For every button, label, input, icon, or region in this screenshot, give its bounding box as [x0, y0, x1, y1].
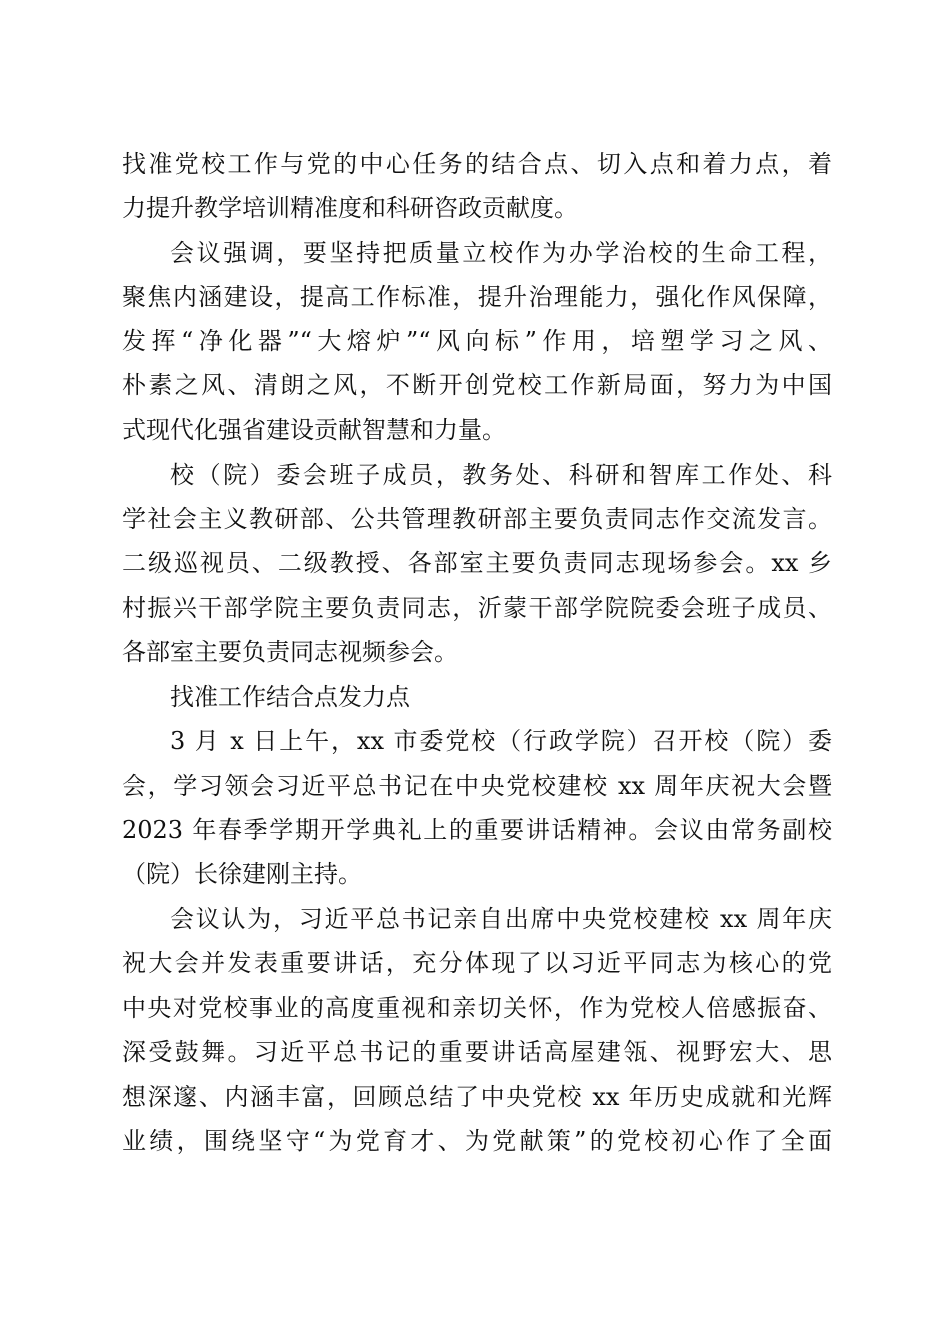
text-line: 想深邃、内涵丰富，回顾总结了中央党校 xx 年历史成就和光辉 — [122, 1083, 832, 1111]
text-line: 业绩，围绕坚守“为党育才、为党献策”的党校初心作了全面 — [122, 1127, 832, 1155]
text-line: 式现代化强省建设贡献智慧和力量。 — [122, 416, 506, 444]
text-line: 发挥“净化器”“大熔炉”“风向标”作用，培塑学习之风、 — [122, 327, 832, 355]
text-line: 2023 年春季学期开学典礼上的重要讲话精神。会议由常务副校 — [122, 816, 832, 844]
paragraph-first-line: 会议强调，要坚持把质量立校作为办学治校的生命工程， — [170, 239, 832, 267]
text-line: 找准党校工作与党的中心任务的结合点、切入点和着力点，着 — [122, 150, 832, 178]
paragraph-first-line: 3 月 x 日上午，xx 市委党校（行政学院）召开校（院）委 — [170, 727, 832, 755]
text-line: 聚焦内涵建设，提高工作标准，提升治理能力，强化作风保障， — [122, 283, 832, 311]
text-line: 深受鼓舞。习近平总书记的重要讲话高屋建瓴、视野宏大、思 — [122, 1038, 832, 1066]
text-line: 中央对党校事业的高度重视和亲切关怀，作为党校人倍感振奋、 — [122, 994, 832, 1022]
text-line: 各部室主要负责同志视频参会。 — [122, 638, 458, 666]
paragraph-first-line: 校（院）委会班子成员，教务处、科研和智库工作处、科 — [170, 461, 832, 489]
text-line: 力提升教学培训精准度和科研咨政贡献度。 — [122, 194, 578, 222]
text-line: 会，学习领会习近平总书记在中央党校建校 xx 周年庆祝大会暨 — [122, 772, 832, 800]
text-line: 学社会主义教研部、公共管理教研部主要负责同志作交流发言。 — [122, 505, 832, 533]
text-line: 二级巡视员、二级教授、各部室主要负责同志现场参会。xx 乡 — [122, 549, 832, 577]
text-line: 朴素之风、清朗之风，不断开创党校工作新局面，努力为中国 — [122, 371, 832, 399]
paragraph-first-line: 会议认为，习近平总书记亲自出席中央党校建校 xx 周年庆 — [170, 905, 832, 933]
section-heading: 找准工作结合点发力点 — [170, 683, 410, 711]
text-line: （院）长徐建刚主持。 — [122, 860, 362, 888]
text-line: 村振兴干部学院主要负责同志，沂蒙干部学院院委会班子成员、 — [122, 594, 832, 622]
text-line: 祝大会并发表重要讲话，充分体现了以习近平同志为核心的党 — [122, 949, 832, 977]
